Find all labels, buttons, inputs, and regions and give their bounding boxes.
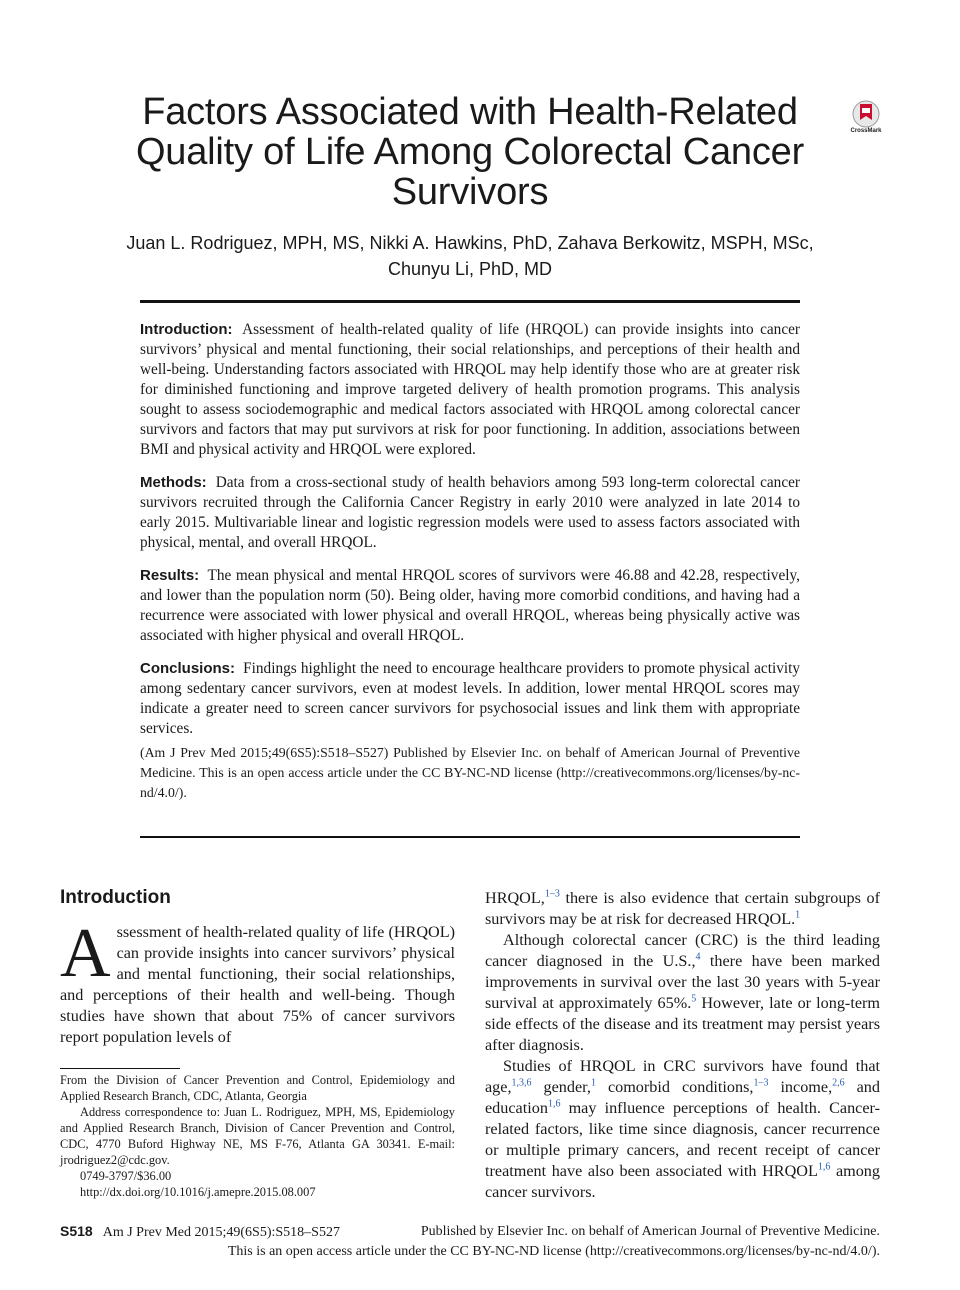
text-run: gender, [531,1078,591,1096]
abstract [140,320,800,803]
crossmark-label: CrossMark [850,128,882,134]
intro-paragraph-2 [485,930,880,1056]
page-number: S518 [60,1223,93,1239]
abstract-methods-heading: Methods: [140,474,207,491]
citation-ref[interactable]: 4 [695,951,701,963]
footer-license-suffix: ). [871,1244,880,1259]
footnotes [60,1072,455,1200]
abstract-conclusions [140,659,800,739]
text-run: comorbid conditions, [595,1078,754,1096]
text-run: Although colorectal cancer (CRC) is the third leading cancer diagnosed in the U.S., [485,931,880,970]
authors-line-1: Juan L. Rodriguez, MPH, MS, Nikki A. Hawkins, PhD, Zahava Berkowitz, MSPH, MSc, [126,233,814,253]
footer-license-link[interactable]: http://creativecommons.org/licenses/by-nc-nd/4.0/ [589,1244,872,1259]
left-column [60,886,455,1048]
footnote-correspondence: Address correspondence to: Juan L. Rodriguez, MPH, MS, Epidemiology and Applied Research Branch, Division of Cancer Prevention and Control, CDC, 4770 Buford Highway NE, MS F-76, Atlanta GA 30341. E-mail: jrodriguez2@cdc.gov. [60,1105,455,1167]
crossmark-badge[interactable] [846,100,886,134]
text-run: and education [485,1078,880,1117]
intro-paragraph-1 [60,915,455,1048]
crossmark-icon [852,100,880,128]
abstract-methods [140,473,800,553]
citation-ref[interactable]: 1,6 [817,1161,831,1173]
abstract-bottom-rule [140,836,800,838]
footnote-rule [60,1068,180,1069]
right-column [485,888,880,1203]
citation-text: (Am J Prev Med 2015;49(6S5):S518–S527) Published by Elsevier Inc. on behalf of American Journal of Preventive Medicine. This is an open access article under the CC BY-NC-ND license [140,745,800,780]
text-run: income, [768,1078,833,1096]
footer-row-1 [60,1222,880,1242]
author-list [100,230,840,282]
abstract-introduction-heading: Introduction: [140,321,233,338]
text-run: may influence perceptions of health. Cancer-related factors, like time since diagnosis, cancer recurrence or multiple primary cancers, and recent receipt of cancer treatment have also been associated with HRQOL [485,1099,880,1180]
doi-link[interactable]: http://dx.doi.org/10.1016/j.amepre.2015.08.007 [80,1185,316,1199]
page-footer [60,1222,880,1261]
abstract-results [140,566,800,646]
abstract-top-rule [140,300,800,303]
citation-ref[interactable]: 1–3 [753,1077,769,1089]
intro-paragraph-3 [485,1056,880,1203]
citation-ref[interactable]: 1,6 [547,1098,561,1110]
abstract-results-heading: Results: [140,567,200,584]
abstract-introduction-text: Assessment of health-related quality of life (HRQOL) can provide insights into cancer survivors’ physical and mental functioning, their social relationships, and perceptions of their health and well-being. Understanding factors associated with HRQOL may help identify those who are at greater risk for diminished functioning and improve targeted delivery of health promotion programs. This analysis sought to assess sociodemographic and medical factors associated with HRQOL among colorectal cancer survivors and factors that may put survivors at risk for poor functioning. In addition, associations between BMI and physical activity and HRQOL were explored. [140,321,800,458]
footnote-issn: 0749-3797/$36.00 [80,1169,172,1183]
footer-license-prefix: This is an open access article under the CC BY-NC-ND license ( [227,1244,590,1259]
abstract-introduction [140,320,800,460]
abstract-license-link[interactable]: http://creativecommons.org/licenses/by-nc-nd/4.0/ [140,765,801,800]
authors-line-2: Chunyu Li, PhD, MD [387,259,553,279]
citation-ref[interactable]: 1,3,6 [511,1077,532,1089]
citation-ref[interactable]: 5 [691,993,697,1005]
text-run: among cancer survivors. [485,1162,880,1201]
text-run: there have been marked improvements in survival over the last 30 years with 5-year survival at approximately 65%. [485,952,880,1012]
citation-ref[interactable]: 1 [590,1077,596,1089]
abstract-conclusions-heading: Conclusions: [140,660,236,677]
footnote-doi [60,1184,455,1200]
intro-paragraph-1-text: ssessment of health-related quality of life (HRQOL) can provide insights into cancer survivors’ physical and mental functioning, their social relationships, and perceptions of their health and well-being. Though studies have shown that about 75% of cancer survivors report population levels of [60,923,455,1046]
footer-row-2 [60,1242,880,1261]
text-run: However, late or long-term side effects of the disease and its treatment may persist years after diagnosis. [485,994,880,1054]
abstract-conclusions-text: Findings highlight the need to encourage healthcare providers to promote physical activity among sedentary cancer survivors, even at modest levels. In addition, lower mental HRQOL scores may indicate a greater need to screen cancer survivors for psychosocial issues and link them with appropriate services. [140,660,801,737]
abstract-citation: (Am J Prev Med 2015;49(6S5):S518–S527) Published by Elsevier Inc. on behalf of American Journal of Preventive Medicine. This is an open access article under the CC BY-NC-ND license (http://creativecommons.org/licenses/by-nc-nd/4.0/). [140,745,801,800]
abstract-methods-text: Data from a cross-sectional study of health behaviors among 593 long-term colorectal cancer survivors recruited through the California Cancer Registry in early 2010 were analyzed in late 2014 to early 2015. Multivariable linear and logistic regression models were used to assess factors associated with physical, mental, and overall HRQOL. [140,474,800,551]
footnote-affiliation: From the Division of Cancer Prevention and Control, Epidemiology and Applied Research Branch, CDC, Atlanta, Georgia [60,1073,455,1103]
abstract-results-text: The mean physical and mental HRQOL scores of survivors were 46.88 and 42.28, respectively, and lower than the population norm (50). Being older, having more comorbid conditions, and having had a recurrence were associated with lower physical and overall HRQOL, whereas being physically active was associated with higher physical and overall HRQOL. [140,567,800,644]
drop-cap: A [60,915,111,992]
text-run: HRQOL, [485,889,545,907]
intro-paragraph-1-continued [485,888,880,930]
citation-ref[interactable]: 1 [795,909,801,921]
text-run: Studies of HRQOL in CRC survivors have found that age, [485,1057,880,1096]
section-heading-introduction: Introduction [60,887,171,908]
citation-ref[interactable]: 1–3 [544,888,560,900]
article-title: Factors Associated with Health-Related Quality of Life Among Colorectal Cancer Survivors [135,91,805,213]
footer-publisher: Published by Elsevier Inc. on behalf of American Journal of Preventive Medicine. [420,1224,880,1239]
citation-ref[interactable]: 2,6 [832,1077,845,1089]
footer-journal: Am J Prev Med 2015;49(6S5):S518–S527 [102,1225,340,1240]
footer-left [60,1222,340,1242]
text-run: there is also evidence that certain subgroups of survivors may be at risk for decreased HRQOL. [485,889,880,928]
